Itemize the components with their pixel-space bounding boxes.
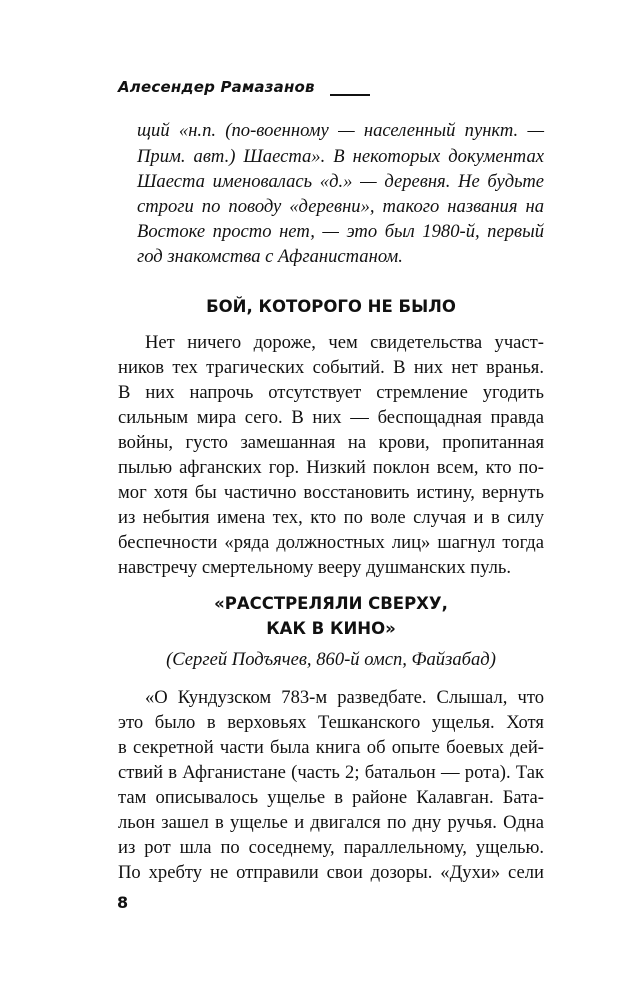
paragraph-line: мог хотя бы частично восстановить истину, вернуть — [118, 482, 544, 503]
paragraph-line: это было в верховьях Тешканского ущелья. Хотя — [118, 712, 544, 733]
byline: (Сергей Подъячев, 860-й омсп, Файзабад) — [166, 649, 496, 670]
paragraph-line: сильным мира сего. В них — беспощадная правда — [118, 407, 544, 428]
paragraph-line: В них напрочь отсутствует стремление угодить — [118, 382, 544, 403]
section-heading: КАК В КИНО» — [266, 619, 396, 638]
paragraph-line: пылью афганских гор. Низкий поклон всем, кто по- — [118, 457, 544, 478]
page-number: 8 — [117, 893, 129, 912]
footnote-line: Шаеста именовалась «д.» — деревня. Не будьте — [137, 171, 544, 192]
paragraph-line: войны, густо замешанная на крови, пропитанная — [118, 432, 544, 453]
footnote-line: Востоке просто нет, — это был 1980-й, первый — [137, 221, 544, 242]
paragraph-line: По хребту не отправили свои дозоры. «Духи» сели — [118, 862, 544, 883]
paragraph-line: из рот шла по соседнему, параллельному, ущелью. — [118, 837, 544, 858]
paragraph-line: из небытия имена тех, кто по воле случая и в силу — [118, 507, 544, 528]
section-heading: БОЙ, КОТОРОГО НЕ БЫЛО — [206, 297, 456, 316]
footnote-line: Прим. авт.) Шаеста». В некоторых документах — [137, 146, 544, 167]
paragraph-line: ствий в Афганистане (часть 2; батальон — рота). Так — [118, 762, 544, 783]
paragraph-line: беспечности «ряда должностных лиц» шагнул тогда — [118, 532, 544, 553]
paragraph-line: льон зашел в ущелье и двигался по дну ручья. Одна — [118, 812, 544, 833]
paragraph-line: «О Кундузском 783-м разведбате. Слышал, что — [145, 687, 544, 708]
paragraph-line: там описывалось ущелье в районе Калавган. Бата- — [118, 787, 544, 808]
running-head-rule — [330, 94, 370, 96]
paragraph-line: навстречу смертельному вееру душманских пуль. — [118, 557, 512, 578]
section-heading: «РАССТРЕЛЯЛИ СВЕРХУ, — [214, 594, 448, 613]
running-head: Алесендер Рамазанов — [118, 78, 315, 96]
paragraph-line: ников тех трагических событий. В них нет вранья. — [118, 357, 544, 378]
paragraph-line: Нет ничего дороже, чем свидетельства участ- — [145, 332, 544, 353]
footnote-line: строги по поводу «деревни», такого названия на — [137, 196, 544, 217]
footnote-line: щий «н.п. (по-военному — населенный пункт. — — [137, 120, 544, 141]
paragraph-line: в секретной части была книга об опыте боевых дей- — [118, 737, 544, 758]
footnote-line: год знакомства с Афганистаном. — [137, 246, 403, 267]
